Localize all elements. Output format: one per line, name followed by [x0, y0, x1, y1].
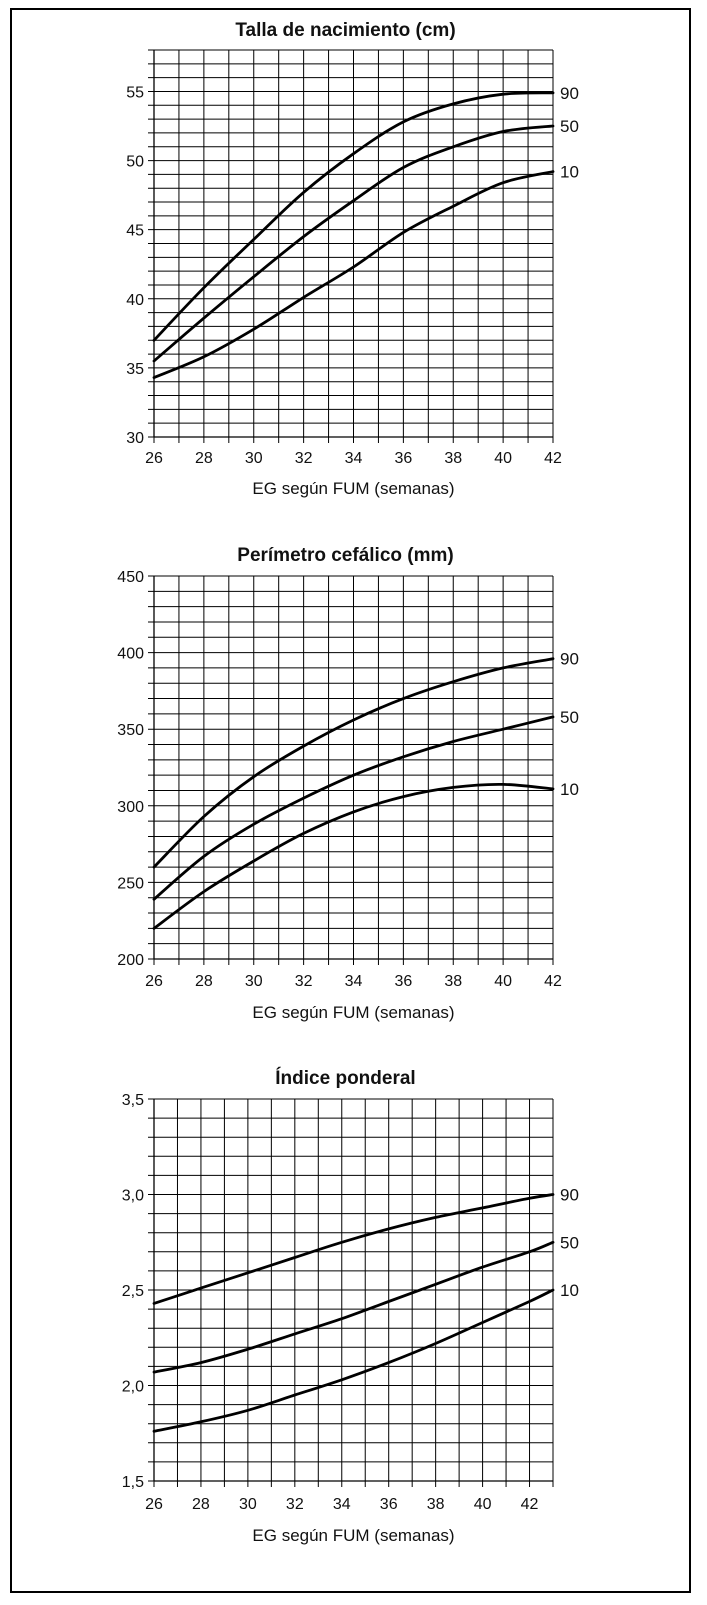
- x-tick-label: 32: [294, 973, 313, 990]
- x-tick-label: 42: [520, 1496, 539, 1513]
- x-axis-label: EG según FUM (semanas): [252, 479, 455, 498]
- x-tick-label: 34: [344, 450, 363, 467]
- percentile-label-90: 90: [560, 83, 579, 103]
- percentile-label-10: 10: [560, 162, 579, 182]
- x-tick-label: 38: [426, 1496, 445, 1513]
- x-tick-label: 42: [544, 450, 562, 467]
- y-tick-label: 250: [117, 875, 144, 893]
- y-tick-label: 350: [117, 722, 144, 740]
- chart-panel-2: [117, 545, 579, 1022]
- y-tick-label: 300: [117, 798, 144, 816]
- x-tick-label: 30: [244, 450, 263, 467]
- x-tick-label: 36: [394, 450, 413, 467]
- y-tick-label: 35: [126, 360, 144, 378]
- y-tick-label: 400: [117, 645, 144, 663]
- percentile-50-curve: [154, 1242, 553, 1372]
- y-tick-label: 1,5: [121, 1474, 144, 1491]
- chart-panel-3: [122, 1067, 579, 1545]
- x-tick-label: 30: [238, 1496, 257, 1513]
- x-tick-label: 26: [145, 1496, 163, 1513]
- y-tick-label: 450: [117, 569, 144, 586]
- percentile-label-10: 10: [560, 1281, 579, 1300]
- x-tick-label: 28: [194, 450, 213, 467]
- percentile-label-50: 50: [560, 117, 579, 137]
- percentile-90-curve: [154, 1195, 553, 1304]
- y-tick-label: 55: [126, 84, 144, 102]
- x-tick-label: 32: [294, 450, 313, 467]
- chart-panel-1: [126, 20, 579, 498]
- x-tick-label: 40: [473, 1496, 492, 1513]
- x-tick-label: 34: [332, 1496, 351, 1513]
- x-tick-label: 40: [494, 973, 513, 990]
- percentile-label-90: 90: [560, 1185, 579, 1205]
- x-tick-label: 28: [192, 1496, 210, 1513]
- x-tick-label: 36: [379, 1496, 398, 1513]
- y-tick-label: 30: [126, 430, 144, 447]
- y-tick-label: 2,0: [121, 1378, 144, 1396]
- x-tick-label: 38: [444, 973, 463, 990]
- x-tick-label: 40: [494, 450, 513, 467]
- y-tick-label: 3,5: [121, 1092, 144, 1109]
- y-tick-label: 45: [126, 222, 144, 240]
- x-tick-label: 26: [145, 973, 163, 990]
- percentile-label-50: 50: [560, 707, 579, 727]
- y-tick-label: 2,5: [121, 1283, 144, 1300]
- x-tick-label: 42: [544, 973, 562, 990]
- chart-title: Perímetro cefálico (mm): [237, 545, 454, 566]
- x-tick-label: 28: [194, 973, 213, 990]
- x-tick-label: 36: [394, 973, 413, 990]
- x-tick-label: 32: [285, 1496, 304, 1513]
- percentile-label-50: 50: [560, 1233, 579, 1253]
- x-tick-label: 26: [145, 450, 163, 467]
- percentile-label-10: 10: [560, 779, 579, 799]
- y-tick-label: 40: [126, 291, 144, 309]
- y-tick-label: 3,0: [121, 1187, 144, 1205]
- chart-title: Índice ponderal: [275, 1068, 416, 1089]
- percentile-label-90: 90: [560, 649, 579, 669]
- x-tick-label: 38: [444, 450, 463, 467]
- y-tick-label: 50: [126, 153, 144, 171]
- chart-title: Talla de nacimiento (cm): [235, 20, 456, 41]
- x-axis-label: EG según FUM (semanas): [252, 1003, 455, 1022]
- y-tick-label: 200: [117, 952, 144, 969]
- x-axis-label: EG según FUM (semanas): [252, 1526, 455, 1545]
- x-tick-label: 30: [244, 973, 263, 990]
- x-tick-label: 34: [344, 973, 363, 990]
